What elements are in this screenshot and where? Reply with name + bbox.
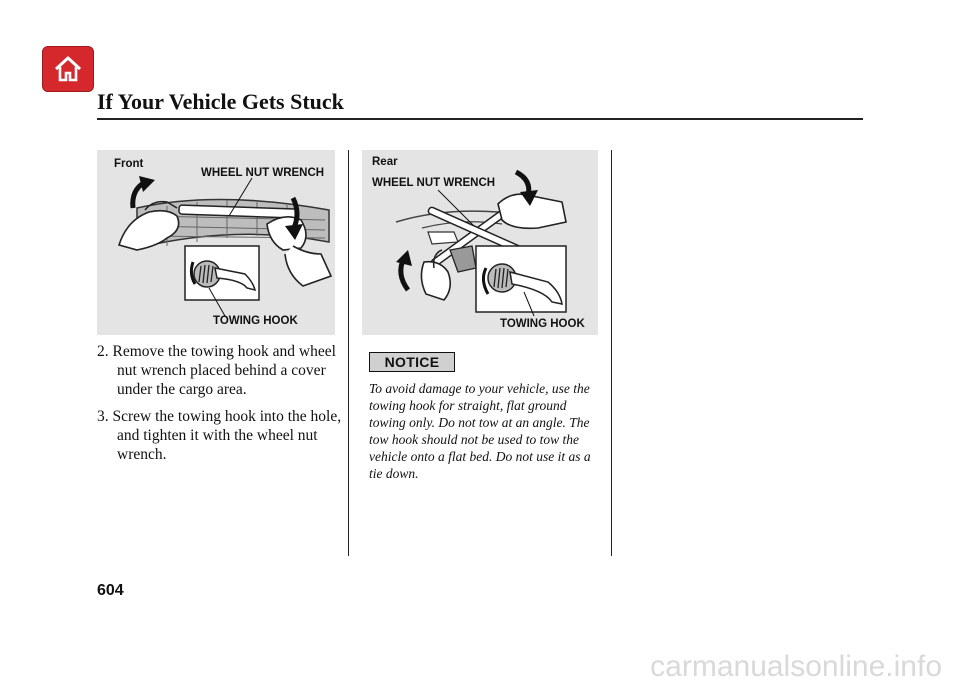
home-button[interactable] bbox=[42, 46, 94, 92]
figure-rear-towing-hook bbox=[362, 150, 598, 335]
step-2: 2. Remove the towing hook and wheel nut wrench placed behind a cover under the cargo area. bbox=[97, 343, 336, 398]
figure-label-towing-hook: TOWING HOOK bbox=[213, 315, 298, 327]
column-divider-right bbox=[611, 150, 612, 556]
title-divider bbox=[97, 118, 863, 120]
instruction-steps bbox=[97, 342, 347, 472]
figure-label-towing-hook: TOWING HOOK bbox=[500, 318, 585, 330]
figure-label-wheel-nut-wrench: WHEEL NUT WRENCH bbox=[201, 167, 325, 179]
step-3: 3. Screw the towing hook into the hole, and tighten it with the wheel nut wrench. bbox=[97, 408, 342, 463]
home-icon bbox=[53, 55, 83, 83]
page-title: If Your Vehicle Gets Stuck bbox=[97, 89, 344, 114]
notice-text: To avoid damage to your vehicle, use the towing hook for straight, flat ground towing only. Do not tow at an angle. The tow hook should not be used to tow the vehicle onto a flat bed. Do not use it as a tie down. bbox=[369, 381, 591, 481]
figure-label-rear: Rear bbox=[372, 156, 398, 168]
figure-label-front: Front bbox=[114, 158, 144, 170]
figure-label-wheel-nut-wrench: WHEEL NUT WRENCH bbox=[372, 177, 496, 189]
watermark: carmanualsonline.info bbox=[650, 650, 942, 683]
page-number: 604 bbox=[97, 582, 124, 599]
figure-front-towing-hook bbox=[97, 150, 335, 335]
column-divider-left bbox=[348, 150, 349, 556]
notice-badge: NOTICE bbox=[369, 352, 455, 372]
